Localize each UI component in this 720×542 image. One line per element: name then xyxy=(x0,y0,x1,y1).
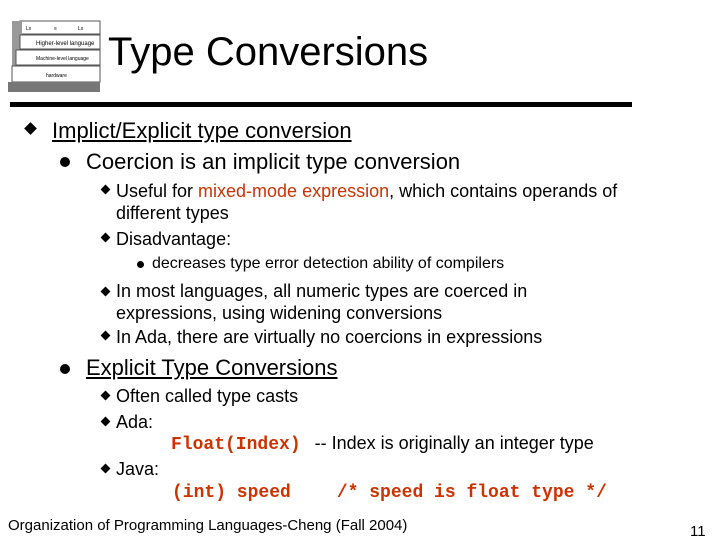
item-java: Java: xyxy=(116,459,160,479)
title-divider xyxy=(10,102,632,107)
logo-label-top-left: Lx xyxy=(26,26,32,32)
dot-bullet xyxy=(137,261,144,268)
useful-text-pre: Useful for xyxy=(116,181,199,201)
item-most-languages: In most languages, all numeric types are coerced in xyxy=(116,281,528,301)
heading-implicit-explicit: Implict/Explicit type conversion xyxy=(52,118,352,143)
ada-comment: -- Index is originally an integer type xyxy=(314,433,594,453)
page-number: 11 xyxy=(690,523,706,540)
item-ada: Ada: xyxy=(116,412,154,432)
item-coercion: Coercion is an implicit type conversion xyxy=(86,149,461,174)
diamond-bullet xyxy=(101,185,111,195)
logo-label-row2: Higher-level language xyxy=(36,41,95,47)
dot-bullet xyxy=(60,364,70,374)
diamond-bullet xyxy=(101,391,111,401)
java-example xyxy=(172,480,607,504)
logo-label-row4: hardware xyxy=(46,73,67,79)
item-often: Often called type casts xyxy=(116,386,299,406)
useful-text-post: , which contains operands of xyxy=(389,181,618,201)
ada-code: Float(Index) xyxy=(171,435,301,455)
logo-label-top-right: Lx xyxy=(78,26,84,32)
item-useful-cont: different types xyxy=(116,203,229,223)
item-disadvantage: Disadvantage: xyxy=(116,229,232,249)
item-decreases: decreases type error detection ability of compilers xyxy=(152,255,505,272)
logo-label-top-mid: ≡ xyxy=(54,26,57,32)
course-logo xyxy=(6,18,102,94)
dot-bullet xyxy=(60,157,70,167)
item-useful xyxy=(116,180,617,202)
item-most-languages-cont: expressions, using widening conversions xyxy=(116,303,443,323)
item-ada-coercions: In Ada, there are virtually no coercions in expressions xyxy=(116,327,543,347)
heading-explicit-conversions: Explicit Type Conversions xyxy=(86,355,338,380)
logo-label-row3: Machine-level language xyxy=(36,56,89,62)
diamond-bullet xyxy=(101,464,111,474)
java-comment: /* speed is float type */ xyxy=(336,483,607,503)
slide-title: Type Conversions xyxy=(108,30,429,74)
ada-example xyxy=(171,432,594,456)
diamond-bullet xyxy=(101,287,111,297)
diamond-bullet xyxy=(101,417,111,427)
slide-footer: Organization of Programming Languages-Cheng (Fall 2004) xyxy=(8,517,408,534)
diamond-bullet xyxy=(24,122,37,135)
diamond-bullet xyxy=(101,331,111,341)
useful-highlight: mixed-mode expression xyxy=(198,181,390,201)
java-code: (int) speed xyxy=(172,483,291,503)
diamond-bullet xyxy=(101,233,111,243)
